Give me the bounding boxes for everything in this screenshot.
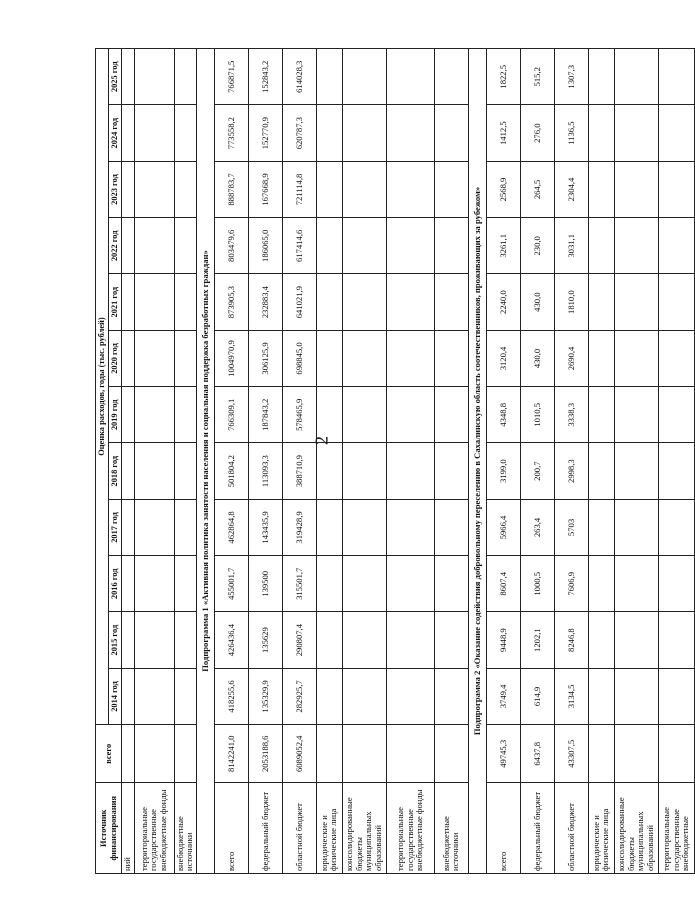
value-cell: [134, 499, 174, 555]
value-cell: [588, 612, 614, 668]
value-cell: 462864,8: [214, 499, 248, 555]
value-cell: 2998,3: [554, 443, 588, 499]
value-cell: 3199,0: [486, 443, 520, 499]
table-row: [248, 49, 282, 874]
value-cell: [386, 387, 434, 443]
value-cell: [658, 443, 694, 499]
value-cell: [342, 499, 386, 555]
value-cell: 501804,2: [214, 443, 248, 499]
value-cell: [658, 218, 694, 274]
table-row: [316, 49, 342, 874]
value-cell: 263,4: [520, 499, 554, 555]
continuation-cell: [122, 668, 135, 724]
continuation-cell: [122, 218, 135, 274]
row-total: [134, 725, 174, 783]
value-cell: [434, 556, 468, 612]
value-cell: 698845,0: [282, 330, 316, 386]
value-cell: 641021,9: [282, 274, 316, 330]
value-cell: 3031,1: [554, 218, 588, 274]
value-cell: [174, 105, 196, 161]
value-cell: 515,2: [520, 49, 554, 106]
value-cell: [614, 499, 658, 555]
value-cell: 232883,4: [248, 274, 282, 330]
value-cell: [658, 330, 694, 386]
year-header-11: 2024 год: [109, 105, 122, 161]
value-cell: 620787,3: [282, 105, 316, 161]
value-cell: [614, 49, 658, 106]
page-number: 2: [311, 436, 332, 445]
value-cell: [316, 387, 342, 443]
continuation-cell: [122, 105, 135, 161]
value-cell: [316, 556, 342, 612]
year-header-5: 2018 год: [109, 443, 122, 499]
value-cell: [134, 330, 174, 386]
value-cell: [134, 105, 174, 161]
value-cell: [134, 443, 174, 499]
row-label: федеральный бюджет: [520, 783, 554, 874]
value-cell: 315501,7: [282, 556, 316, 612]
row-label: консолидированные бюджеты муниципальных образований: [342, 783, 386, 874]
table-row: [214, 49, 248, 874]
value-cell: 306125,9: [248, 330, 282, 386]
value-cell: 617414,6: [282, 218, 316, 274]
value-cell: [658, 49, 694, 106]
value-cell: [614, 668, 658, 724]
year-header-10: 2023 год: [109, 161, 122, 217]
value-cell: 430,0: [520, 274, 554, 330]
value-cell: [342, 218, 386, 274]
value-cell: 135329,9: [248, 668, 282, 724]
value-cell: [658, 161, 694, 217]
value-cell: [134, 274, 174, 330]
table-row: [658, 49, 694, 874]
value-cell: [342, 612, 386, 668]
value-cell: [134, 668, 174, 724]
value-cell: [386, 668, 434, 724]
value-cell: 430,0: [520, 330, 554, 386]
row-label: внебюджетные источники: [434, 783, 468, 874]
value-cell: [588, 105, 614, 161]
value-cell: [174, 668, 196, 724]
row-total: 49745,3: [486, 725, 520, 783]
value-cell: [588, 443, 614, 499]
value-cell: 5966,4: [486, 499, 520, 555]
continuation-cell: [122, 443, 135, 499]
row-label: консолидированные бюджеты муниципальных образований: [614, 783, 658, 874]
table-row: [134, 49, 174, 874]
value-cell: [342, 668, 386, 724]
year-header-7: 2020 год: [109, 330, 122, 386]
continuation-cell: [122, 387, 135, 443]
value-cell: 282925,7: [282, 668, 316, 724]
table-body: [122, 49, 695, 874]
value-cell: 766309,1: [214, 387, 248, 443]
value-cell: [342, 105, 386, 161]
value-cell: 152843,2: [248, 49, 282, 106]
value-cell: [316, 274, 342, 330]
value-cell: [174, 49, 196, 106]
value-cell: [134, 161, 174, 217]
row-total: [386, 725, 434, 783]
value-cell: 143435,9: [248, 499, 282, 555]
value-cell: [134, 218, 174, 274]
value-cell: 187843,2: [248, 387, 282, 443]
value-cell: [174, 218, 196, 274]
subprogram1-row: [196, 49, 214, 874]
continuation-cell: [122, 725, 135, 783]
value-cell: 766871,5: [214, 49, 248, 106]
row-label: территориальные государственные внебюджетные: [658, 783, 694, 874]
value-cell: 1004970,9: [214, 330, 248, 386]
year-header-3: 2016 год: [109, 556, 122, 612]
continuation-cell: [122, 274, 135, 330]
value-cell: 200,7: [520, 443, 554, 499]
value-cell: [386, 612, 434, 668]
value-cell: [316, 161, 342, 217]
value-cell: 167668,9: [248, 161, 282, 217]
value-cell: 1136,5: [554, 105, 588, 161]
value-cell: 3120,4: [486, 330, 520, 386]
value-cell: [316, 330, 342, 386]
row-total: 2053188,6: [248, 725, 282, 783]
table-row: [282, 49, 316, 874]
year-header-12: 2025 год: [109, 49, 122, 106]
table-row: [486, 49, 520, 874]
value-cell: [342, 443, 386, 499]
value-cell: [386, 161, 434, 217]
value-cell: [174, 161, 196, 217]
row-label: территориальные государственные внебюджетные фонды: [134, 783, 174, 874]
subprogram1-title: Подпрограмма 1 «Активная политика занятости населения и социальная поддержка безработных граждан»: [196, 49, 214, 874]
value-cell: 113093,3: [248, 443, 282, 499]
value-cell: [434, 161, 468, 217]
value-cell: [386, 330, 434, 386]
value-cell: 276,0: [520, 105, 554, 161]
value-cell: 578465,9: [282, 387, 316, 443]
row-total: [316, 725, 342, 783]
value-cell: 1202,1: [520, 612, 554, 668]
source-header: Источник финансирования: [96, 783, 122, 874]
value-cell: [316, 612, 342, 668]
table-row: [614, 49, 658, 874]
value-cell: [386, 274, 434, 330]
row-total: [614, 725, 658, 783]
value-cell: 3261,1: [486, 218, 520, 274]
value-cell: [316, 443, 342, 499]
value-cell: 7606,9: [554, 556, 588, 612]
value-cell: [134, 387, 174, 443]
value-cell: [614, 161, 658, 217]
value-cell: [434, 668, 468, 724]
continuation-row: [122, 49, 135, 874]
value-cell: 2240,0: [486, 274, 520, 330]
value-cell: [434, 105, 468, 161]
value-cell: 614028,3: [282, 49, 316, 106]
value-cell: 1412,5: [486, 105, 520, 161]
value-cell: [614, 218, 658, 274]
value-cell: [342, 556, 386, 612]
value-cell: [434, 443, 468, 499]
value-cell: [316, 668, 342, 724]
value-cell: [658, 274, 694, 330]
value-cell: [588, 218, 614, 274]
value-cell: [614, 556, 658, 612]
value-cell: 3749,4: [486, 668, 520, 724]
value-cell: [588, 49, 614, 106]
value-cell: [316, 49, 342, 106]
value-cell: [588, 668, 614, 724]
row-label: всего: [214, 783, 248, 874]
value-cell: 2568,9: [486, 161, 520, 217]
estimate-header: Оценка расходов, годы (тыс. рублей): [96, 49, 109, 725]
row-label: территориальные государственные внебюджетные фонды: [386, 783, 434, 874]
value-cell: [434, 612, 468, 668]
row-total: [342, 725, 386, 783]
continuation-cell: [122, 330, 135, 386]
value-cell: 9448,9: [486, 612, 520, 668]
value-cell: [386, 49, 434, 106]
value-cell: 418255,6: [214, 668, 248, 724]
continuation-cell: [122, 499, 135, 555]
subprogram2-row: [468, 49, 486, 874]
value-cell: [434, 330, 468, 386]
value-cell: 139500: [248, 556, 282, 612]
row-label: юридические и физические лица: [316, 783, 342, 874]
value-cell: [342, 330, 386, 386]
value-cell: [386, 499, 434, 555]
value-cell: 3338,3: [554, 387, 588, 443]
row-total: 6437,8: [520, 725, 554, 783]
value-cell: [316, 499, 342, 555]
value-cell: [342, 274, 386, 330]
total-header: всего: [96, 725, 122, 783]
value-cell: [614, 612, 658, 668]
value-cell: 426436,4: [214, 612, 248, 668]
value-cell: 721114,8: [282, 161, 316, 217]
value-cell: [614, 443, 658, 499]
value-cell: [174, 556, 196, 612]
value-cell: [658, 668, 694, 724]
value-cell: 888783,7: [214, 161, 248, 217]
value-cell: [658, 387, 694, 443]
year-header-8: 2021 год: [109, 274, 122, 330]
value-cell: 614,9: [520, 668, 554, 724]
table-row: [520, 49, 554, 874]
header-row-1: [96, 49, 109, 874]
budget-table: [95, 48, 695, 874]
value-cell: [174, 387, 196, 443]
value-cell: [588, 330, 614, 386]
value-cell: [134, 49, 174, 106]
value-cell: [588, 274, 614, 330]
value-cell: [316, 105, 342, 161]
value-cell: 873905,3: [214, 274, 248, 330]
value-cell: [434, 49, 468, 106]
value-cell: [174, 612, 196, 668]
value-cell: [658, 105, 694, 161]
value-cell: 152770,9: [248, 105, 282, 161]
value-cell: [588, 499, 614, 555]
value-cell: [342, 49, 386, 106]
row-label: юридические и физические лица: [588, 783, 614, 874]
table-row: [554, 49, 588, 874]
continuation-cell: [122, 161, 135, 217]
row-label: областной бюджет: [282, 783, 316, 874]
row-total: 43307,5: [554, 725, 588, 783]
value-cell: [134, 556, 174, 612]
value-cell: [316, 218, 342, 274]
value-cell: 4348,8: [486, 387, 520, 443]
value-cell: [134, 612, 174, 668]
value-cell: [434, 499, 468, 555]
value-cell: [174, 499, 196, 555]
year-header-1: 2014 год: [109, 668, 122, 724]
value-cell: 264,5: [520, 161, 554, 217]
row-label: внебюджетные источники: [174, 783, 196, 874]
value-cell: [174, 443, 196, 499]
row-total: [434, 725, 468, 783]
value-cell: 388710,9: [282, 443, 316, 499]
table-wrapper: [95, 48, 691, 874]
value-cell: [434, 218, 468, 274]
value-cell: 803479,6: [214, 218, 248, 274]
value-cell: [342, 161, 386, 217]
table-row: [386, 49, 434, 874]
row-label: областной бюджет: [554, 783, 588, 874]
value-cell: [658, 612, 694, 668]
row-total: 6089052,4: [282, 725, 316, 783]
value-cell: 1010,5: [520, 387, 554, 443]
table-row: [434, 49, 468, 874]
subprogram2-title: Подпрограмма 2 «Оказание содействия добровольному переселению в Сахалинскую область соотечественников, проживающих за рубежом»: [468, 49, 486, 874]
value-cell: 135629: [248, 612, 282, 668]
row-total: [174, 725, 196, 783]
table-row: [174, 49, 196, 874]
value-cell: [588, 161, 614, 217]
year-header-9: 2022 год: [109, 218, 122, 274]
value-cell: 8246,8: [554, 612, 588, 668]
value-cell: [434, 274, 468, 330]
row-total: [658, 725, 694, 783]
value-cell: [614, 105, 658, 161]
year-header-2: 2015 год: [109, 612, 122, 668]
row-total: 8142241,0: [214, 725, 248, 783]
row-total: [588, 725, 614, 783]
value-cell: [174, 330, 196, 386]
value-cell: [342, 387, 386, 443]
table-row: [342, 49, 386, 874]
value-cell: 1000,5: [520, 556, 554, 612]
value-cell: [614, 330, 658, 386]
value-cell: 2690,4: [554, 330, 588, 386]
value-cell: [658, 556, 694, 612]
value-cell: [614, 274, 658, 330]
value-cell: 186065,0: [248, 218, 282, 274]
year-header-6: 2019 год: [109, 387, 122, 443]
value-cell: [434, 387, 468, 443]
table-row: [588, 49, 614, 874]
continuation-cell: [122, 612, 135, 668]
value-cell: 1307,3: [554, 49, 588, 106]
value-cell: 2304,4: [554, 161, 588, 217]
value-cell: 5703: [554, 499, 588, 555]
value-cell: [174, 274, 196, 330]
value-cell: [386, 556, 434, 612]
value-cell: [386, 218, 434, 274]
value-cell: 8607,4: [486, 556, 520, 612]
row-label: всего: [486, 783, 520, 874]
value-cell: 230,0: [520, 218, 554, 274]
value-cell: 773558,2: [214, 105, 248, 161]
value-cell: [588, 387, 614, 443]
value-cell: [386, 105, 434, 161]
row-label: федеральный бюджет: [248, 783, 282, 874]
continuation-cell: [122, 49, 135, 106]
value-cell: 1810,0: [554, 274, 588, 330]
value-cell: 3134,5: [554, 668, 588, 724]
year-header-4: 2017 год: [109, 499, 122, 555]
value-cell: 1822,5: [486, 49, 520, 106]
value-cell: 290807,4: [282, 612, 316, 668]
value-cell: [386, 443, 434, 499]
value-cell: [614, 387, 658, 443]
value-cell: 319428,9: [282, 499, 316, 555]
value-cell: 455001,7: [214, 556, 248, 612]
rotated-page: [95, 48, 691, 874]
continuation-label: ний: [122, 783, 135, 874]
value-cell: [588, 556, 614, 612]
continuation-cell: [122, 556, 135, 612]
value-cell: [658, 499, 694, 555]
